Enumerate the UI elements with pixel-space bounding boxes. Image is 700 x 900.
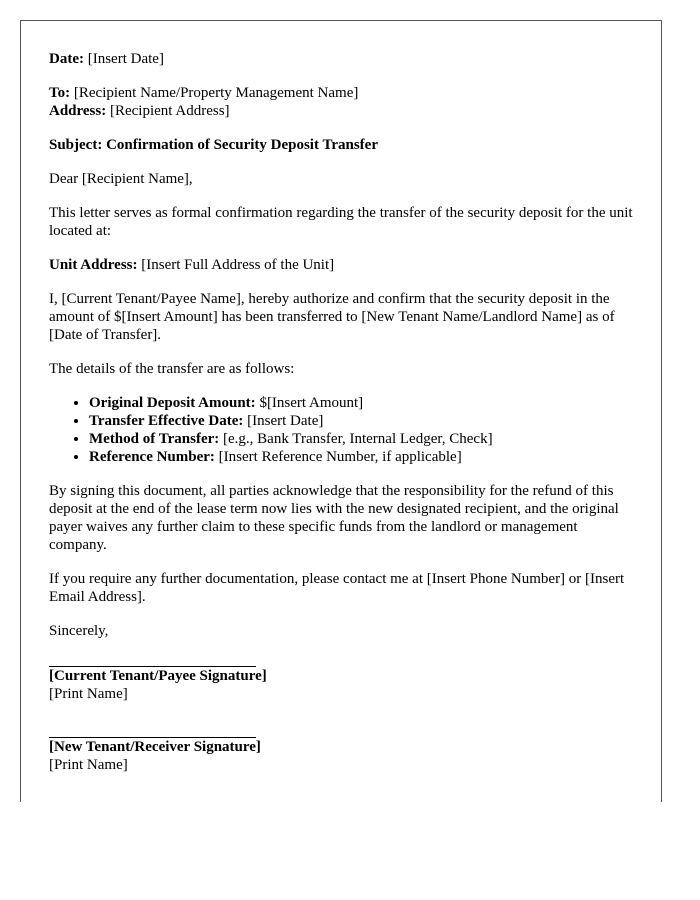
address-label: Address: bbox=[49, 103, 107, 119]
detail-value: $[Insert Amount] bbox=[259, 395, 364, 411]
signature-title: [New Tenant/Receiver Signature] bbox=[49, 739, 261, 755]
date-value: [Insert Date] bbox=[87, 51, 164, 67]
list-item bbox=[89, 394, 633, 412]
detail-value: [e.g., Bank Transfer, Internal Ledger, Check] bbox=[223, 431, 493, 447]
acknowledgement-paragraph: By signing this document, all parties acknowledge that the responsibility for the refund of this deposit at the end of the lease term now lies with the new designated recipient, and the original payer waives any further claim to these specific funds from the landlord or management company. bbox=[49, 483, 619, 553]
details-intro: The details of the transfer are as follows: bbox=[49, 361, 295, 377]
print-name: [Print Name] bbox=[49, 757, 128, 773]
intro-paragraph: This letter serves as formal confirmation regarding the transfer of the security deposit for the unit located at: bbox=[49, 205, 633, 239]
salutation: Dear [Recipient Name], bbox=[49, 171, 193, 187]
to-value: [Recipient Name/Property Management Name] bbox=[73, 85, 359, 101]
signature-title: [Current Tenant/Payee Signature] bbox=[49, 668, 267, 684]
address-line bbox=[49, 102, 633, 120]
unit-address-value: [Insert Full Address of the Unit] bbox=[141, 257, 335, 273]
detail-label: Reference Number: bbox=[89, 449, 215, 465]
list-item bbox=[89, 430, 633, 448]
detail-label: Transfer Effective Date: bbox=[89, 413, 244, 429]
signature-block-current-tenant bbox=[49, 666, 633, 703]
closing: Sincerely, bbox=[49, 623, 109, 639]
signature-block-new-tenant bbox=[49, 737, 633, 774]
list-item bbox=[89, 412, 633, 430]
list-item bbox=[89, 448, 633, 466]
recipient-block bbox=[49, 84, 633, 120]
subject-line bbox=[49, 136, 633, 154]
unit-address-label: Unit Address: bbox=[49, 257, 138, 273]
detail-value: [Insert Reference Number, if applicable] bbox=[218, 449, 462, 465]
print-name: [Print Name] bbox=[49, 686, 128, 702]
to-line bbox=[49, 84, 633, 102]
detail-label: Method of Transfer: bbox=[89, 431, 220, 447]
address-value: [Recipient Address] bbox=[109, 103, 230, 119]
date-label: Date: bbox=[49, 51, 84, 67]
date-line bbox=[49, 50, 633, 68]
detail-value: [Insert Date] bbox=[247, 413, 324, 429]
unit-address-line bbox=[49, 256, 633, 274]
authorization-paragraph: I, [Current Tenant/Payee Name], hereby authorize and confirm that the security deposit in the amount of $[Insert Amount] has been transferred to [New Tenant Name/Landlord Name] as of [Date of Transfer]. bbox=[49, 291, 615, 343]
subject-text: Subject: Confirmation of Security Deposit Transfer bbox=[49, 137, 378, 153]
contact-paragraph: If you require any further documentation, please contact me at [Insert Phone Number] or [Insert Email Address]. bbox=[49, 571, 625, 605]
detail-label: Original Deposit Amount: bbox=[89, 395, 256, 411]
to-label: To: bbox=[49, 85, 71, 101]
details-list bbox=[49, 394, 633, 466]
letter-document bbox=[20, 20, 662, 802]
